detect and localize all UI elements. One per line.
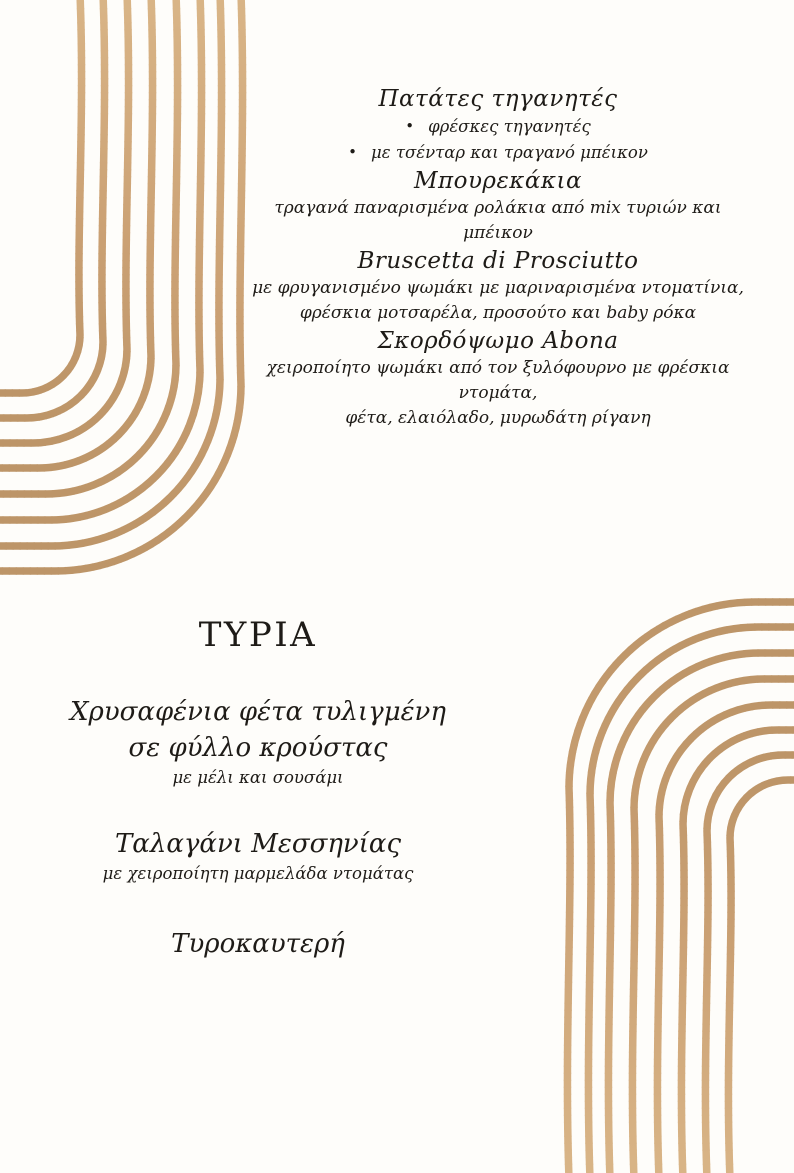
menu-item-talagani [60, 826, 456, 886]
bullet-line [252, 140, 744, 166]
menu-item-garlic-bread [252, 326, 744, 431]
bullet-icon: • [348, 143, 357, 161]
menu-item-fried-potatoes [252, 84, 744, 166]
menu-item-description: φρέσκια μοτσαρέλα, προσούτο και baby ρόκα [299, 303, 697, 323]
menu-item-description: με φρυγανισμένο ψωμάκι με μαριναρισμένα ντοματίνια, [252, 278, 744, 298]
menu-item-bruscetta [252, 246, 744, 326]
menu-item-title: Ταλαγάνι Μεσσηνίας [114, 829, 402, 859]
menu-item-description: χειροποίητο ψωμάκι από τον ξυλόφουρνο με φρέσκια ντομάτα, [266, 358, 730, 403]
gold-arc-decoration-bottom-right [510, 553, 794, 1173]
menu-item-title: Μπουρεκάκια [413, 168, 583, 194]
menu-item-title: Πατάτες τηγανητές [378, 86, 618, 112]
menu-item-description: με χειροποίητη μαρμελάδα ντομάτας [102, 864, 414, 883]
cheese-section [60, 612, 456, 962]
menu-item-description: με μέλι και σουσάμι [172, 768, 344, 787]
menu-item-description: τραγανά παναρισμένα ρολάκια από mix τυριών και μπέικον [274, 198, 722, 243]
menu-item-title: σε φύλλο κρούστας [128, 733, 388, 763]
bullet-text: φρέσκες τηγανητές [428, 117, 591, 136]
menu-item-description: φέτα, ελαιόλαδο, μυρωδάτη ρίγανη [345, 408, 651, 428]
bullet-icon: • [405, 117, 415, 135]
menu-item-bourekakia [252, 166, 744, 246]
bullet-text: με τσένταρ και τραγανό μπέικον [371, 143, 648, 162]
menu-item-title: Τυροκαυτερή [171, 929, 345, 959]
menu-item-tirokafteri [60, 926, 456, 962]
menu-item-bullets [252, 114, 744, 166]
bullet-line [252, 114, 744, 140]
starters-section [252, 84, 744, 431]
cheese-section-heading: ΤΥΡΙΑ [198, 615, 318, 655]
menu-item-title: Σκορδόψωμο Abona [377, 328, 619, 354]
menu-item-title: Χρυσαφένια φέτα τυλιγμένη [70, 697, 446, 727]
menu-item-feta-filo [60, 694, 456, 790]
menu-item-title: Bruscetta di Prosciutto [357, 248, 639, 274]
